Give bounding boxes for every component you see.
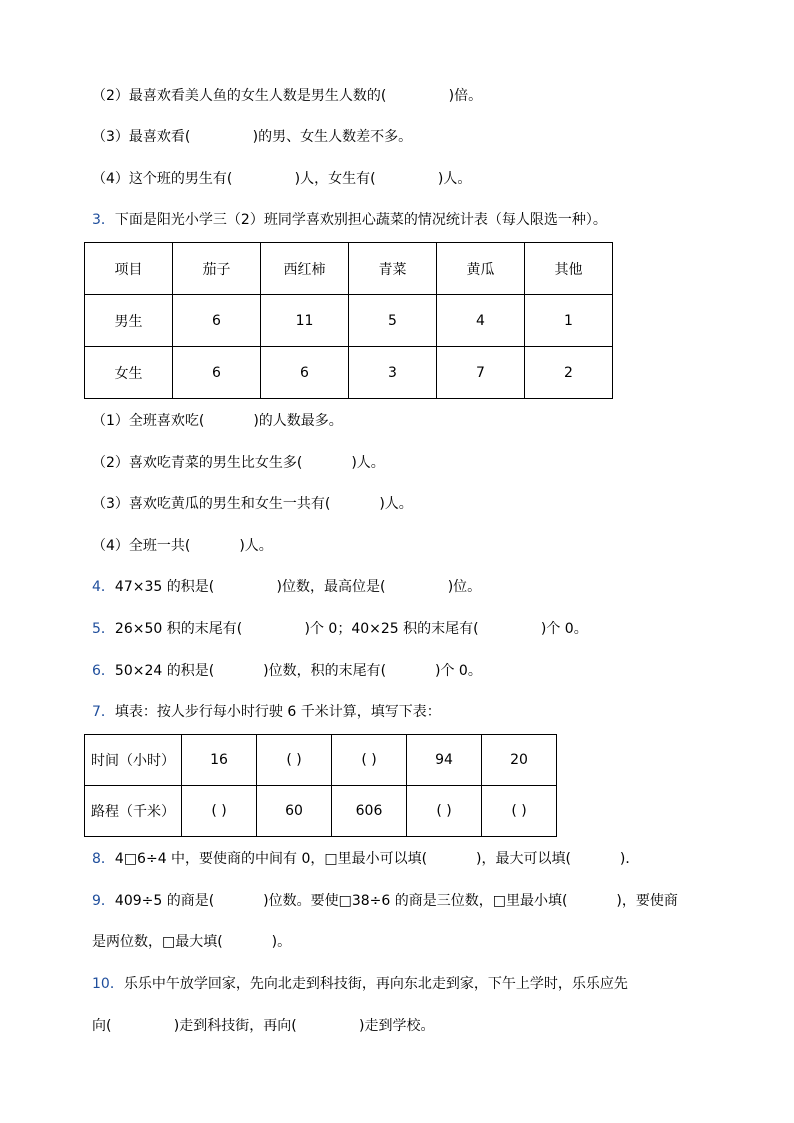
question-number: 3． [92, 212, 115, 228]
question-4 [92, 577, 481, 597]
table-cell: 女生 [85, 347, 173, 399]
question-text: 乐乐中午放学回家，先向北走到科技街，再向东北走到家，下午上学时，乐乐应先 [123, 976, 628, 992]
question-9-continued: 是两位数，□最大填( )。 [92, 934, 292, 950]
question-number: 10． [92, 976, 124, 992]
table-cell: 6 [173, 347, 261, 399]
question-3-2: （2）喜欢吃青菜的男生比女生多( )人。 [92, 455, 385, 471]
question-9 [92, 891, 678, 911]
question-text: 填表：按人步行每小时行驶 6 千米计算，填写下表： [114, 704, 441, 720]
table-cell: 6 [261, 347, 349, 399]
walking-table [84, 734, 557, 837]
question-number: 4． [92, 579, 115, 595]
question-text: 50×24 的积是( )位数，积的末尾有( )个 0。 [114, 663, 482, 679]
question-5 [92, 619, 588, 639]
question-text: 下面是阳光小学三（2）班同学喜欢别担心蔬菜的情况统计表（每人限选一种）。 [114, 212, 607, 228]
question-10 [92, 974, 628, 994]
table-header-cell: 时间（小时） [85, 735, 182, 786]
question-2-2: （2）最喜欢看美人鱼的女生人数是男生人数的( )倍。 [92, 88, 483, 104]
table-cell: 2 [525, 347, 613, 399]
question-text: 26×50 积的末尾有( )个 0；40×25 积的末尾有( )个 0。 [114, 621, 588, 637]
table-row [85, 295, 613, 347]
table-cell: ( ) [182, 786, 257, 837]
table-cell: 11 [261, 295, 349, 347]
question-text: 4□6÷4 中，要使商的中间有 0，□里最小可以填( )，最大可以填( )． [114, 851, 640, 867]
question-3-4: （4）全班一共( )人。 [92, 538, 273, 554]
table-cell: 3 [349, 347, 437, 399]
table-header-cell: 茄子 [173, 243, 261, 295]
question-3-1: （1）全班喜欢吃( )的人数最多。 [92, 413, 343, 429]
table-cell: 94 [407, 735, 482, 786]
question-2-4: （4）这个班的男生有( )人，女生有( )人。 [92, 171, 472, 187]
table-header-row [85, 243, 613, 295]
question-10-continued: 向( )走到科技街，再向( )走到学校。 [92, 1018, 435, 1034]
question-number: 6． [92, 663, 115, 679]
table-header-cell: 其他 [525, 243, 613, 295]
vegetable-table [84, 242, 613, 399]
question-number: 8． [92, 851, 115, 867]
table-cell: 60 [257, 786, 332, 837]
question-6 [92, 661, 482, 681]
table-cell: 16 [182, 735, 257, 786]
table-header-cell: 黄瓜 [437, 243, 525, 295]
question-3-3: （3）喜欢吃黄瓜的男生和女生一共有( )人。 [92, 496, 413, 512]
table-cell: ( ) [482, 786, 557, 837]
question-8 [92, 849, 639, 869]
table-header-cell: 路程（千米） [85, 786, 182, 837]
table-cell: 606 [332, 786, 407, 837]
table-row [85, 735, 557, 786]
question-text: 409÷5 的商是( )位数。要使□38÷6 的商是三位数，□里最小填( )，要使商 [114, 893, 678, 909]
table-cell: 5 [349, 295, 437, 347]
table-cell: 1 [525, 295, 613, 347]
table-cell: 男生 [85, 295, 173, 347]
question-3 [92, 210, 607, 230]
question-2-3: （3）最喜欢看( )的男、女生人数差不多。 [92, 129, 413, 145]
table-header-cell: 青菜 [349, 243, 437, 295]
table-cell: ( ) [407, 786, 482, 837]
question-number: 7． [92, 704, 115, 720]
table-cell: 4 [437, 295, 525, 347]
question-number: 5． [92, 621, 115, 637]
table-row [85, 786, 557, 837]
table-cell: ( ) [332, 735, 407, 786]
question-number: 9． [92, 893, 115, 909]
table-row [85, 347, 613, 399]
table-cell: ( ) [257, 735, 332, 786]
question-7 [92, 702, 441, 722]
table-cell: 6 [173, 295, 261, 347]
table-cell: 7 [437, 347, 525, 399]
table-header-cell: 项目 [85, 243, 173, 295]
question-text: 47×35 的积是( )位数，最高位是( )位。 [114, 579, 482, 595]
table-cell: 20 [482, 735, 557, 786]
table-header-cell: 西红柿 [261, 243, 349, 295]
